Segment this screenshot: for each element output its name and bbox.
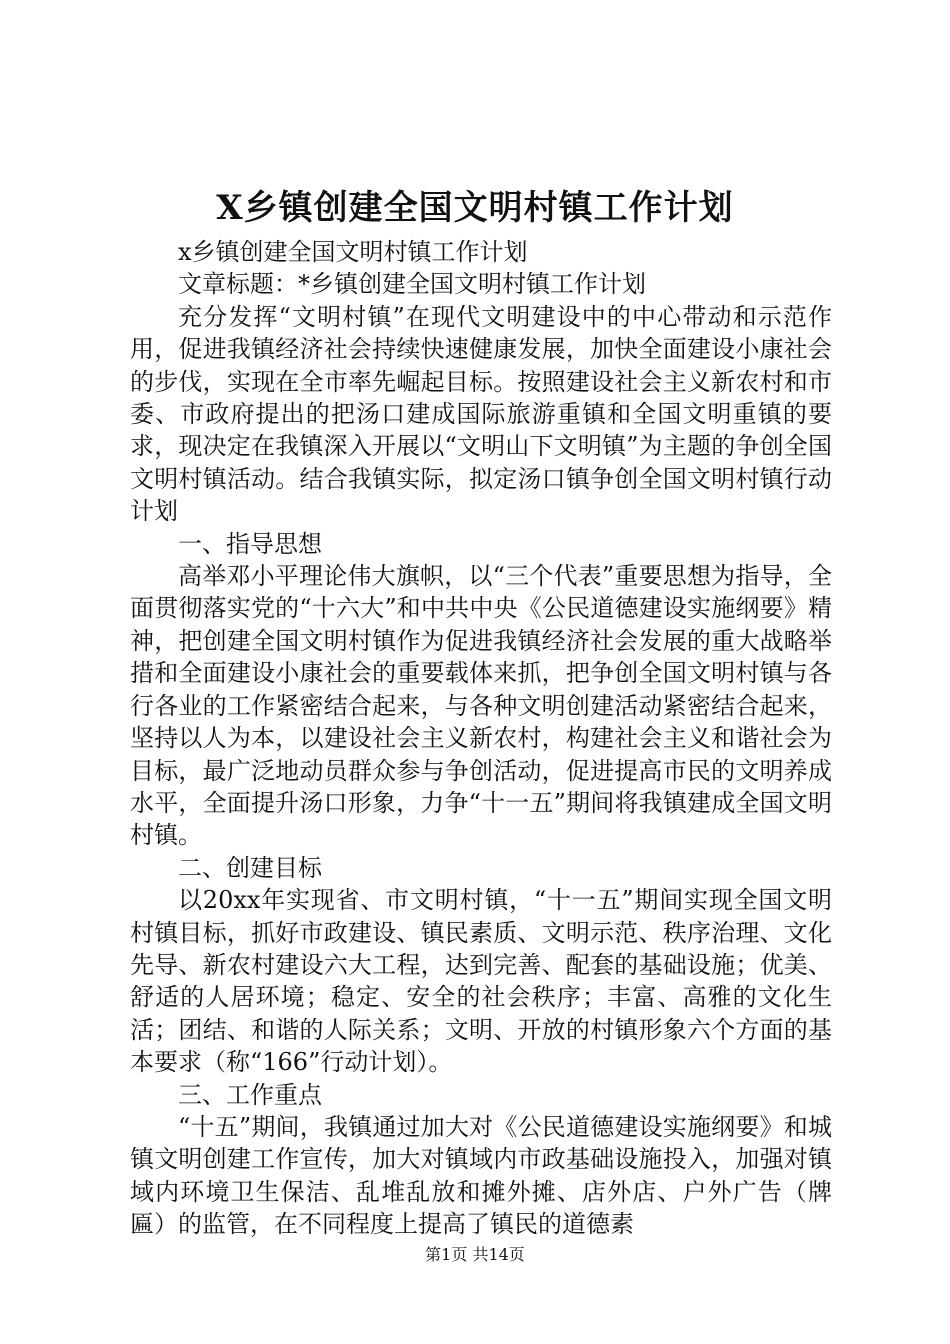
paragraph-goals: 以20xx年实现省、市文明村镇，“十一五”期间实现全国文明村镇目标，抓好市政建设、镇民素质、文明示范、秩序治理、文化先导、新农村建设六大工程，达到完善、配套的基础设施；优美、舒适的人居环境；稳定、安全的社会秩序；丰富、高雅的文化生活；团结、和谐的人际关系；文明、开放的村镇形象六个方面的基本要求（称“166”行动计划）。 xyxy=(130,886,832,1077)
paragraph-subtitle: x乡镇创建全国文明村镇工作计划 xyxy=(178,238,528,266)
page-indicator: 第1页 共14页 xyxy=(425,1245,525,1264)
section-heading-guiding-thought: 一、指导思想 xyxy=(178,529,322,558)
paragraph-intro: 充分发挥“文明村镇”在现代文明建设中的中心带动和示范作用，促进我镇经济社会持续快速健康发展，加快全面建设小康社会的步伐，实现在全市率先崛起目标。按照建设社会主义新农村和市委、市政府提出的把汤口建成国际旅游重镇和全国文明重镇的要求，现决定在我镇深入开展以“文明山下文明镇”为主题的争创全国文明村镇活动。结合我镇实际，拟定汤口镇争创全国文明村镇行动计划 xyxy=(130,302,832,526)
paragraph-guiding-thought: 高举邓小平理论伟大旗帜，以“三个代表”重要思想为指导，全面贯彻落实党的“十六大”和中共中央《公民道德建设实施纲要》精神，把创建全国文明村镇作为促进我镇经济社会发展的重大战略举措和全面建设小康社会的重要载体来抓，把争创全国文明村镇与各行各业的工作紧密结合起来，与各种文明创建活动紧密结合起来，坚持以人为本，以建设社会主义新农村，构建社会主义和谐社会为目标，最广泛地动员群众参与争创活动，促进提高市民的文明养成水平，全面提升汤口形象，力争“十一五”期间将我镇建成全国文明村镇。 xyxy=(130,562,832,850)
paragraph-key-work: “十五”期间，我镇通过加大对《公民道德建设实施纲要》和城镇文明创建工作宣传，加大对镇域内市政基础设施投入，加强对镇域内环境卫生保洁、乱堆乱放和摊外摊、店外店、户外广告（牌匾）的监管，在不同程度上提高了镇民的道德素 xyxy=(130,1112,832,1239)
document-title: X乡镇创建全国文明村镇工作计划 xyxy=(216,188,734,228)
section-heading-goals: 二、创建目标 xyxy=(178,853,322,882)
paragraph-article-title: 文章标题：*乡镇创建全国文明村镇工作计划 xyxy=(178,270,646,299)
section-heading-key-work: 三、工作重点 xyxy=(178,1080,322,1109)
document-body xyxy=(130,236,832,1241)
